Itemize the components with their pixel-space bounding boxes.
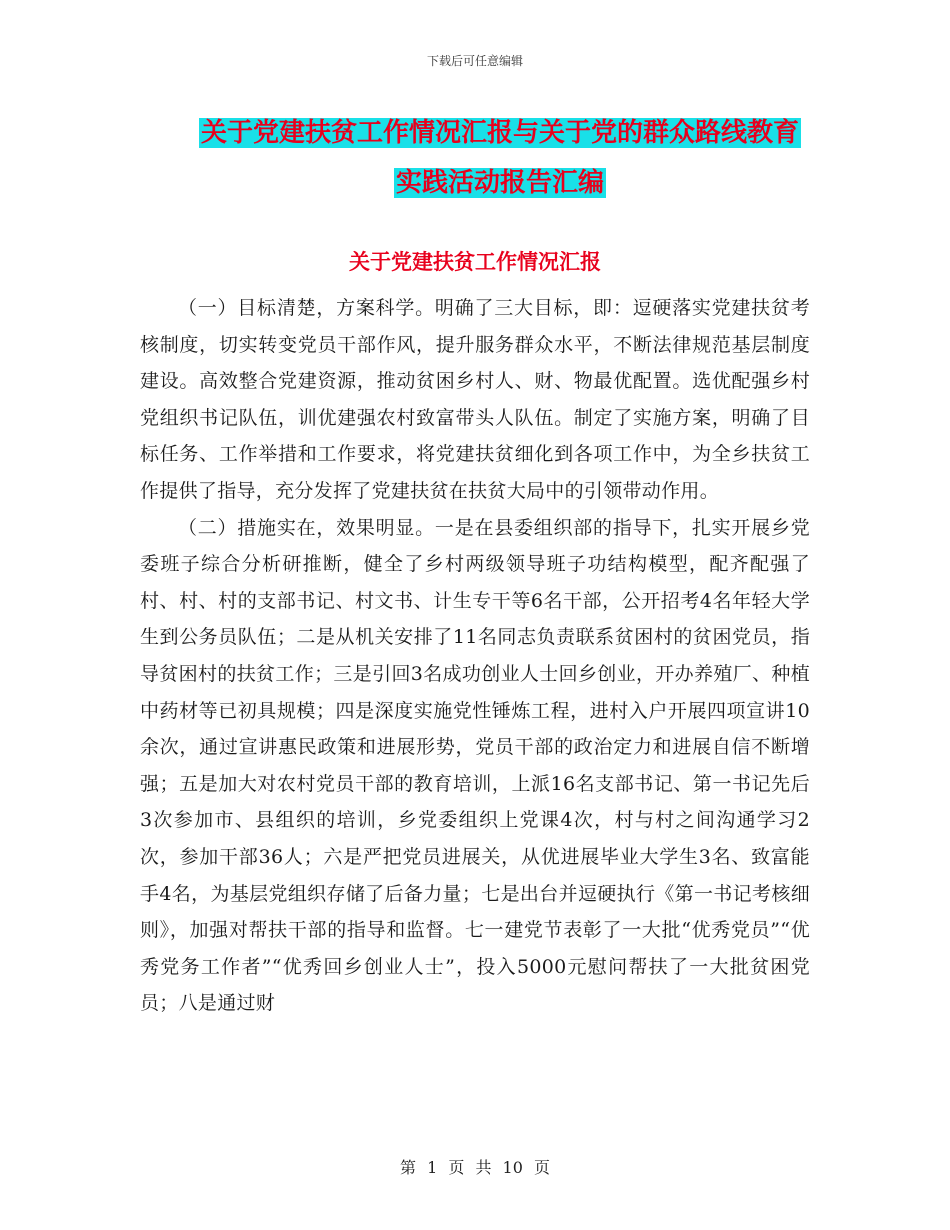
document-title bbox=[140, 108, 860, 208]
paragraph-1: （一）目标清楚，方案科学。明确了三大目标，即：逗硬落实党建扶贫考核制度，切实转变党员干部作风，提升服务群众水平，不断法律规范基层制度建设。高效整合党建资源，推动贫困乡村人、财、物最优配置。选优配强乡村党组织书记队伍，训优建强农村致富带头人队伍。制定了实施方案，明确了目标任务、工作举措和工作要求，将党建扶贫细化到各项工作中，为全乡扶贫工作提供了指导，充分发挥了党建扶贫在扶贫大局中的引领带动作用。 bbox=[140, 297, 810, 502]
page-footer: 第 1 页 共 10 页 bbox=[400, 1158, 550, 1177]
section-title: 关于党建扶贫工作情况汇报 bbox=[349, 250, 601, 274]
body-text bbox=[140, 290, 810, 1022]
title-line-2: 实践活动报告汇编 bbox=[395, 168, 604, 198]
paragraph-2: （二）措施实在，效果明显。一是在县委组织部的指导下，扎实开展乡党委班子综合分析研推断，健全了乡村两级领导班子功结构模型，配齐配强了村、村、村的支部书记、村文书、计生专干等6名干部，公开招考4名年轻大学生到公务员队伍；二是从机关安排了11名同志负责联系贫困村的贫困党员，指导贫困村的扶贫工作；三是引回3名成功创业人士回乡创业，开办养殖厂、种植中药材等已初具规模；四是深度实施党性锤炼工程，进村入户开展四项宣讲10余次，通过宣讲惠民政策和进展形势，党员干部的政治定力和进展自信不断增强；五是加大对农村党员干部的教育培训，上派16名支部书记、第一书记先后3次参加市、县组织的培训，乡党委组织上党课4次，村与村之间沟通学习2次，参加干部36人；六是严把党员进展关，从优进展毕业大学生3名、致富能手4名，为基层党组织存储了后备力量；七是出台并逗硬执行《第一书记考核细则》，加强对帮扶干部的指导和监督。七一建党节表彰了一大批“优秀党员”“优秀党务工作者”“优秀回乡创业人士”，投入5000元慰问帮扶了一大批贫困党员；八是通过财 bbox=[140, 516, 810, 1015]
header-note: 下载后可任意编辑 bbox=[426, 54, 523, 68]
title-line-1: 关于党建扶贫工作情况汇报与关于党的群众路线教育 bbox=[200, 118, 799, 148]
